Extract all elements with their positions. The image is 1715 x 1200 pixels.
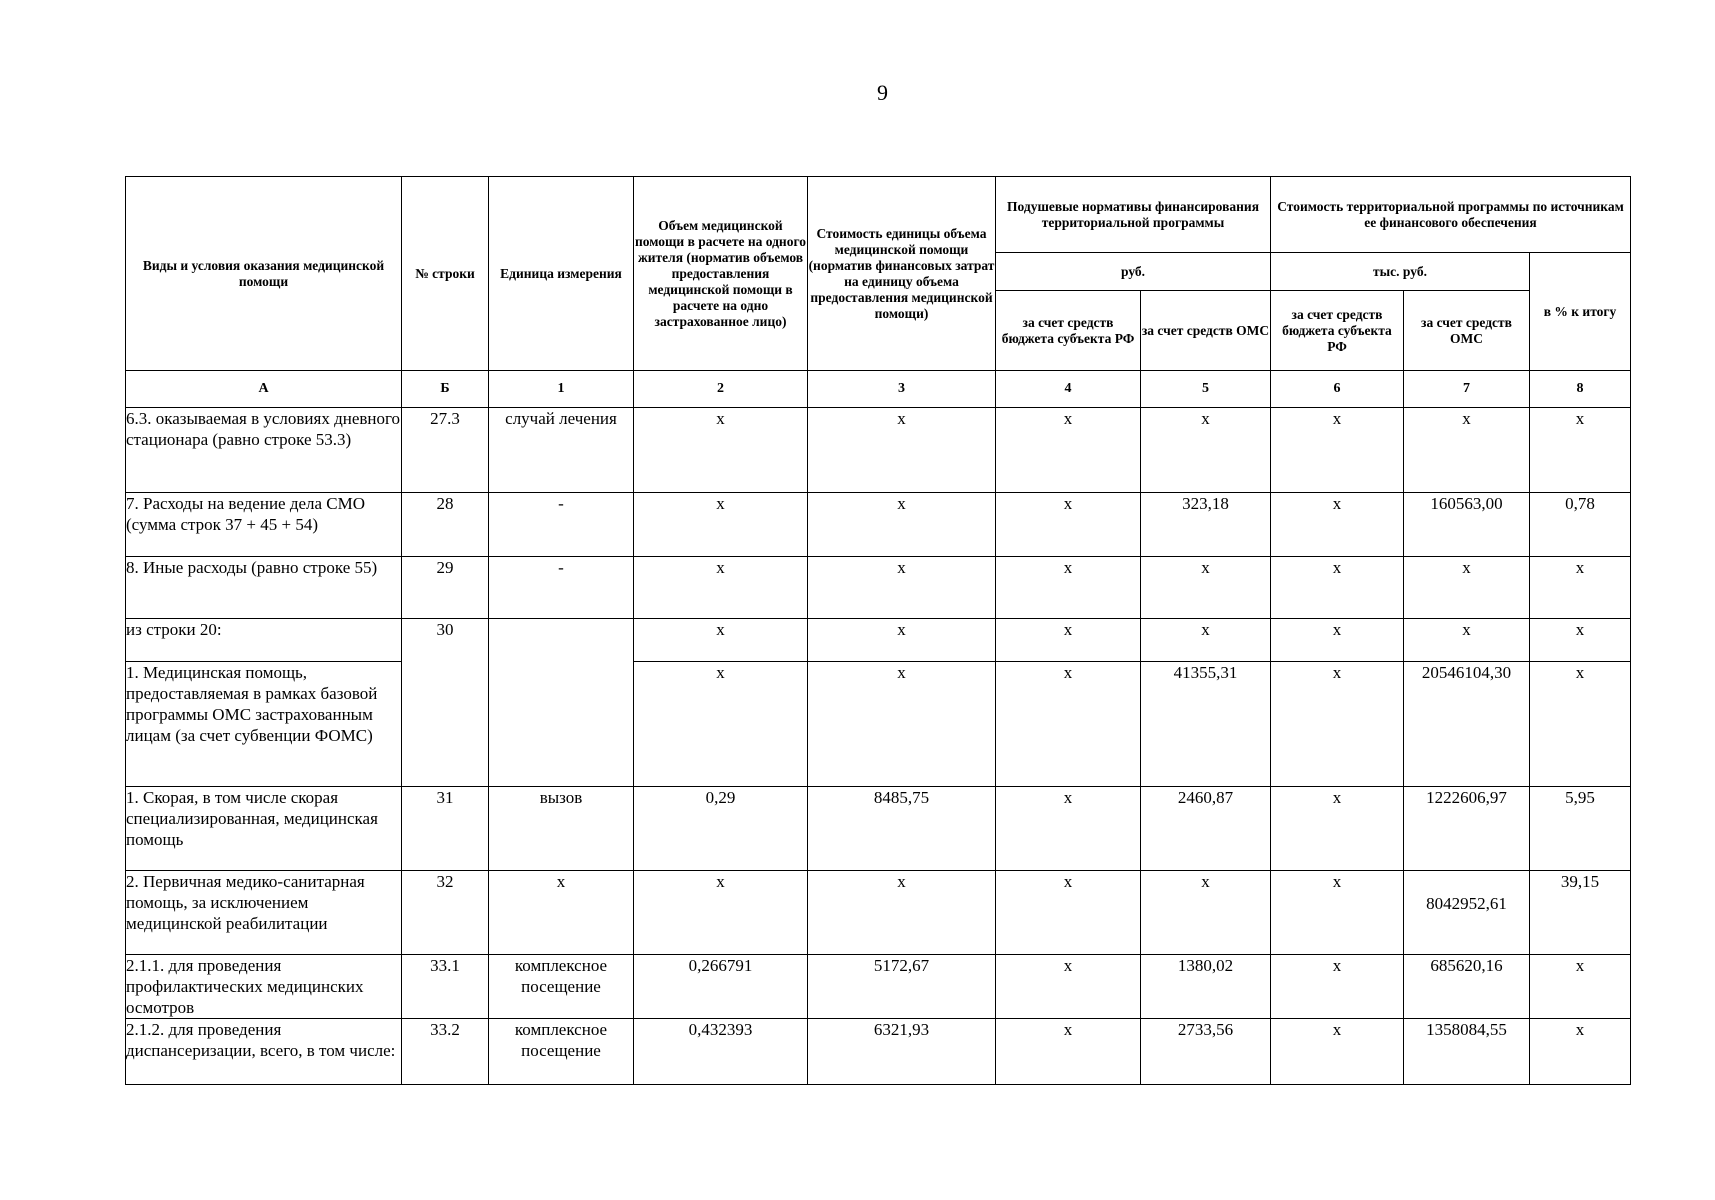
cell-col-2: 0,266791: [634, 955, 808, 1019]
header-col-b: № строки: [402, 177, 489, 371]
cell-col-4: х: [996, 871, 1141, 955]
header-col-8: в % к итогу: [1530, 253, 1631, 371]
cell-col-8: х: [1530, 1019, 1631, 1085]
cell-col-6: х: [1271, 787, 1404, 871]
header-col-5: за счет средств ОМС: [1141, 291, 1271, 371]
cell-col-7: 685620,16: [1404, 955, 1530, 1019]
cell-col-5: х: [1141, 408, 1271, 493]
cell-col-5: х: [1141, 557, 1271, 619]
row-number: 32: [402, 871, 489, 955]
index-cell: 6: [1271, 371, 1404, 408]
table-row: [126, 662, 1631, 787]
header-col-4: за счет средств бюджета субъекта РФ: [996, 291, 1141, 371]
table-row: [126, 493, 1631, 557]
cell-col-8: х: [1530, 662, 1631, 787]
row-unit: случай лечения: [489, 408, 634, 493]
cell-col-3: х: [808, 408, 996, 493]
row-number: 30: [402, 619, 489, 787]
table-row: [126, 955, 1631, 1019]
row-description: 1. Медицинская помощь, предоставляемая в рамках базовой программы ОМС застрахованным лицам (за счет субвенции ФОМС): [126, 662, 402, 787]
row-description: 2. Первичная медико-санитарная помощь, за исключением медицинской реабилитации: [126, 871, 402, 955]
cell-col-6: х: [1271, 408, 1404, 493]
cell-col-6: х: [1271, 662, 1404, 787]
cell-col-7: [1404, 871, 1530, 955]
row-description: 8. Иные расходы (равно строке 55): [126, 557, 402, 619]
cell-col-6: х: [1271, 493, 1404, 557]
cell-col-8: х: [1530, 557, 1631, 619]
cell-col-7: 1222606,97: [1404, 787, 1530, 871]
cell-col-7: 1358084,55: [1404, 1019, 1530, 1085]
cell-col-7: 20546104,30: [1404, 662, 1530, 787]
index-cell: 4: [996, 371, 1141, 408]
cell-col-5: 2460,87: [1141, 787, 1271, 871]
cell-col-5: 2733,56: [1141, 1019, 1271, 1085]
cell-col-4: х: [996, 619, 1141, 662]
header-unit-thousand-rub: тыс. руб.: [1271, 253, 1530, 291]
table-row: [126, 619, 1631, 662]
cell-col-3: х: [808, 493, 996, 557]
table-row: [126, 408, 1631, 493]
row-unit: вызов: [489, 787, 634, 871]
cell-col-2: х: [634, 662, 808, 787]
cell-col-4: х: [996, 557, 1141, 619]
cell-col-5: 41355,31: [1141, 662, 1271, 787]
cell-col-3: х: [808, 871, 996, 955]
cell-col-8: х: [1530, 408, 1631, 493]
cell-col-4: х: [996, 408, 1141, 493]
row-description: 6.3. оказываемая в условиях дневного стационара (равно строке 53.3): [126, 408, 402, 493]
index-cell: А: [126, 371, 402, 408]
table-row: [126, 557, 1631, 619]
header-col-1: Единица измерения: [489, 177, 634, 371]
page-number: 9: [877, 80, 888, 105]
column-index-row: [126, 371, 1631, 408]
header-col-3: Стоимость единицы объема медицинской помощи (норматив финансовых затрат на единицу объема предоставления медицинской помощи): [808, 177, 996, 371]
row-unit: х: [489, 871, 634, 955]
row-unit: [489, 619, 634, 787]
cell-col-3: 8485,75: [808, 787, 996, 871]
cell-col-4: х: [996, 662, 1141, 787]
row-number: 33.2: [402, 1019, 489, 1085]
cell-col-8: 5,95: [1530, 787, 1631, 871]
cell-col-7: х: [1404, 408, 1530, 493]
row-unit: комплексное посещение: [489, 955, 634, 1019]
cell-col-8: 0,78: [1530, 493, 1631, 557]
cell-col-4: х: [996, 1019, 1141, 1085]
row-number: 27.3: [402, 408, 489, 493]
cell-col-5: х: [1141, 619, 1271, 662]
cell-col-2: х: [634, 408, 808, 493]
cell-col-4: х: [996, 493, 1141, 557]
cell-col-8: х: [1530, 619, 1631, 662]
header-group-cost: Стоимость территориальной программы по источникам ее финансового обеспечения: [1271, 177, 1631, 253]
header-col-a: Виды и условия оказания медицинской помощи: [126, 177, 402, 371]
cell-col-5: 1380,02: [1141, 955, 1271, 1019]
cell-col-3: х: [808, 557, 996, 619]
cell-col-6: х: [1271, 1019, 1404, 1085]
cell-col-2: х: [634, 871, 808, 955]
cell-col-3: 6321,93: [808, 1019, 996, 1085]
table-row: [126, 787, 1631, 871]
cell-col-7: 160563,00: [1404, 493, 1530, 557]
row-description: 2.1.1. для проведения профилактических медицинских осмотров: [126, 955, 402, 1019]
header-group-per-capita: Подушевые нормативы финансирования территориальной программы: [996, 177, 1271, 253]
header-col-2: Объем медицинской помощи в расчете на одного жителя (норматив объемов предоставления медицинской помощи в расчете на одно застрахованное лицо): [634, 177, 808, 371]
row-number: 33.1: [402, 955, 489, 1019]
cell-col-4: х: [996, 955, 1141, 1019]
row-description: 2.1.2. для проведения диспансеризации, всего, в том числе:: [126, 1019, 402, 1085]
row-description: 7. Расходы на ведение дела СМО (сумма строк 37 + 45 + 54): [126, 493, 402, 557]
row-unit: -: [489, 557, 634, 619]
cell-col-3: х: [808, 662, 996, 787]
cell-col-8: х: [1530, 955, 1631, 1019]
cell-col-8: 39,15: [1530, 871, 1631, 955]
cell-col-7: х: [1404, 557, 1530, 619]
cell-col-2: 0,29: [634, 787, 808, 871]
row-unit: комплексное посещение: [489, 1019, 634, 1085]
cell-col-4: х: [996, 787, 1141, 871]
cell-col-6: х: [1271, 955, 1404, 1019]
index-cell: 1: [489, 371, 634, 408]
cell-col-3: х: [808, 619, 996, 662]
index-cell: 5: [1141, 371, 1271, 408]
table-row: [126, 871, 1631, 955]
cell-col-6: х: [1271, 871, 1404, 955]
financing-table: [125, 176, 1631, 1085]
cell-col-2: 0,432393: [634, 1019, 808, 1085]
index-cell: Б: [402, 371, 489, 408]
header-col-6: за счет средств бюджета субъекта РФ: [1271, 291, 1404, 371]
header-unit-rub: руб.: [996, 253, 1271, 291]
cell-col-6: х: [1271, 619, 1404, 662]
cell-col-2: х: [634, 557, 808, 619]
row-number: 29: [402, 557, 489, 619]
cell-col-6: х: [1271, 557, 1404, 619]
header-col-7: за счет средств ОМС: [1404, 291, 1530, 371]
cell-col-3: 5172,67: [808, 955, 996, 1019]
cell-col-5: х: [1141, 871, 1271, 955]
row-number: 28: [402, 493, 489, 557]
table-row: [126, 1019, 1631, 1085]
row-description: 1. Скорая, в том числе скорая специализированная, медицинская помощь: [126, 787, 402, 871]
row-unit: -: [489, 493, 634, 557]
cell-col-2: х: [634, 619, 808, 662]
index-cell: 2: [634, 371, 808, 408]
index-cell: 3: [808, 371, 996, 408]
cell-col-5: 323,18: [1141, 493, 1271, 557]
cell-col-7-value: 8042952,61: [1426, 894, 1507, 913]
row-description: из строки 20:: [126, 619, 402, 662]
cell-col-7: х: [1404, 619, 1530, 662]
index-cell: 7: [1404, 371, 1530, 408]
row-number: 31: [402, 787, 489, 871]
index-cell: 8: [1530, 371, 1631, 408]
cell-col-2: х: [634, 493, 808, 557]
